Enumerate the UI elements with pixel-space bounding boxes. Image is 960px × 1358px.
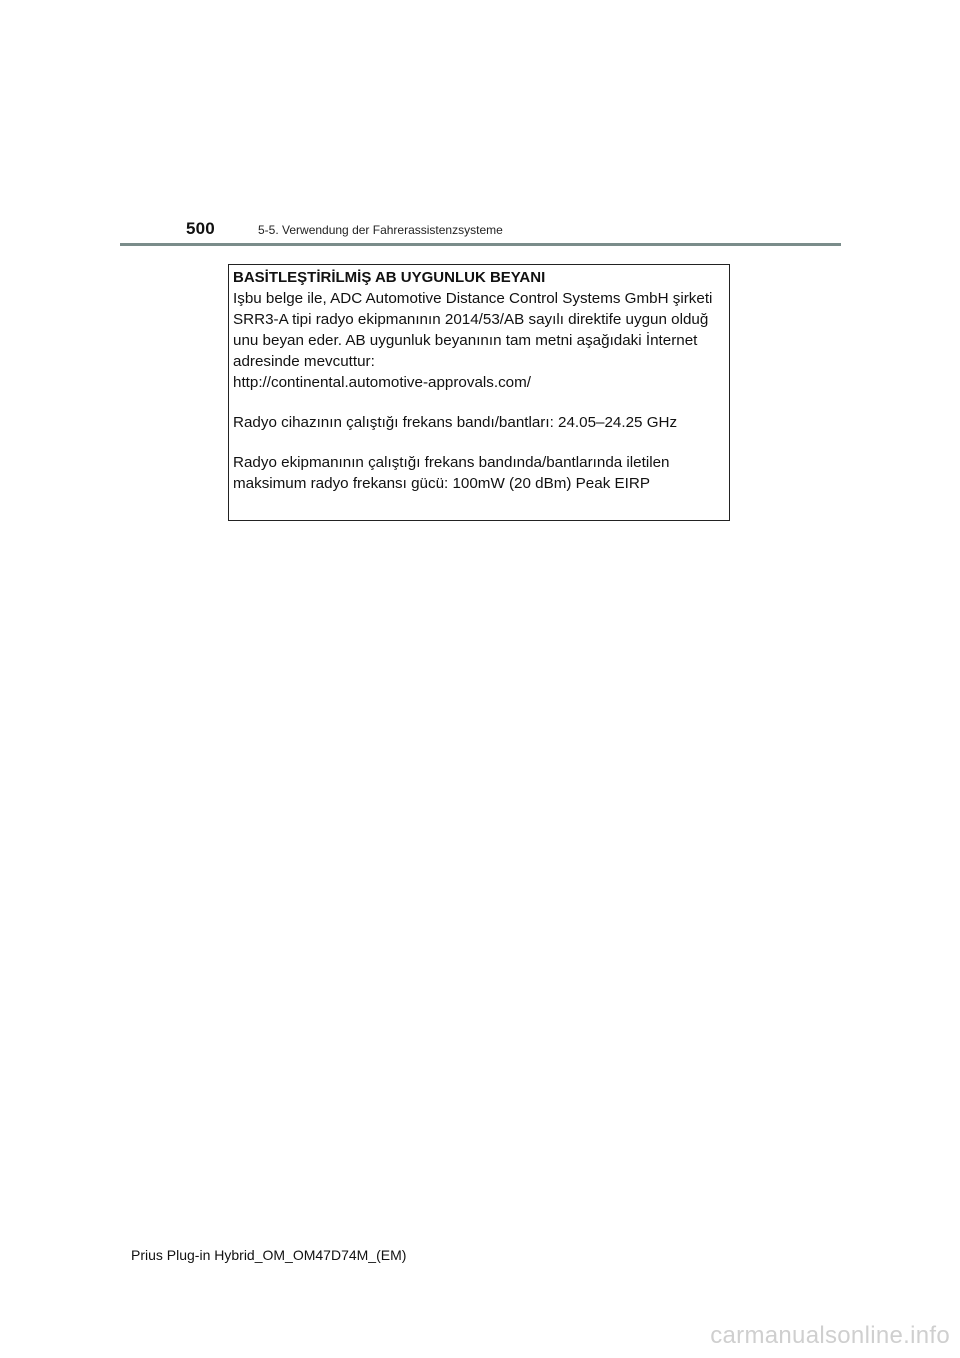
header-divider <box>120 243 841 246</box>
watermark: carmanualsonline.info <box>710 1322 950 1349</box>
page-number: 500 <box>186 219 215 238</box>
footer-document-id: Prius Plug-in Hybrid_OM_OM47D74M_(EM) <box>131 1247 407 1263</box>
frequency-band-text: Radyo cihazının çalıştığı frekans bandı/bantları: 24.05–24.25 GHz <box>233 414 678 431</box>
power-text-line: Radyo ekipmanının çalıştığı frekans bandında/bantlarında iletilen <box>233 454 670 471</box>
paragraph-gap <box>233 433 726 452</box>
declaration-text-line: adresinde mevcuttur: <box>233 353 375 370</box>
declaration-title: BASİTLEŞTİRİLMİŞ AB UYGUNLUK BEYANI <box>233 269 546 286</box>
declaration-text-line: SRR3-A tipi radyo ekipmanının 2014/53/AB sayılı direktife uygun olduğ <box>233 311 709 328</box>
power-text-line: maksimum radyo frekansı gücü: 100mW (20 dBm) Peak EIRP <box>233 475 650 492</box>
paragraph-gap <box>233 393 726 412</box>
declaration-text-line: Işbu belge ile, ADC Automotive Distance Control Systems GmbH şirketi <box>233 290 713 307</box>
declaration-url: http://continental.automotive-approvals.com/ <box>233 374 532 391</box>
section-title: 5-5. Verwendung der Fahrerassistenzsysteme <box>258 223 503 237</box>
eu-declaration-box <box>228 264 730 521</box>
declaration-text-line: unu beyan eder. AB uygunluk beyanının tam metni aşağıdaki İnternet <box>233 332 698 349</box>
